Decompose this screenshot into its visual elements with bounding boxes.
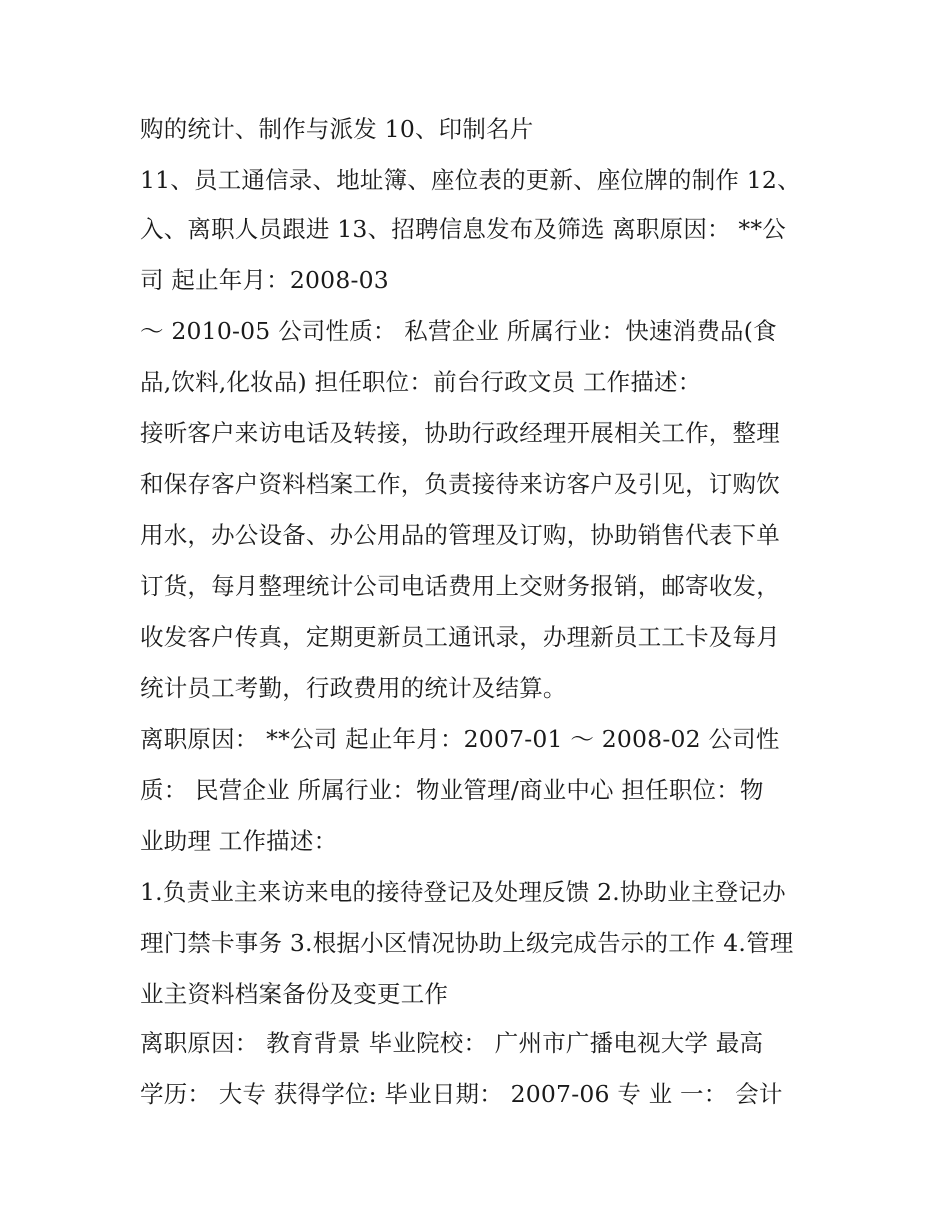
text-line-11: 收发客户传真，定期更新员工通讯录，办理新员工工卡及每月 — [140, 623, 780, 651]
text-line-20: 学历： 大专 获得学位: 毕业日期： 2007-06 专 业 一： 会计 — [140, 1080, 783, 1108]
text-line-17: 理门禁卡事务 3.根据小区情况协助上级完成告示的工作 4.管理 — [140, 929, 794, 957]
text-line-7: 接听客户来访电话及转接，协助行政经理开展相关工作，整理 — [140, 419, 780, 447]
text-line-5: ～ 2010-05 公司性质： 私营企业 所属行业：快速消费品(食 — [140, 317, 777, 345]
text-line-2: 11、员工通信录、地址簿、座位表的更新、座位牌的制作 12、 — [140, 166, 801, 194]
text-line-12: 统计员工考勤，行政费用的统计及结算。 — [140, 674, 567, 702]
text-line-15: 业助理 工作描述： — [140, 827, 338, 855]
text-line-1: 购的统计、制作与派发 10、印制名片 — [140, 115, 534, 143]
text-line-9: 用水，办公设备、办公用品的管理及订购，协助销售代表下单 — [140, 521, 780, 549]
text-line-4: 司 起止年月：2008-03 — [140, 266, 389, 294]
text-line-8: 和保存客户资料档案工作，负责接待来访客户及引见，订购饮 — [140, 470, 780, 498]
text-line-6: 品,饮料,化妆品) 担任职位：前台行政文员 工作描述： — [140, 368, 702, 396]
text-line-10: 订货，每月整理统计公司电话费用上交财务报销，邮寄收发， — [140, 572, 780, 600]
text-line-3: 入、离职人员跟进 13、招聘信息发布及筛选 离职原因： **公 — [140, 215, 787, 243]
text-line-19: 离职原因： 教育背景 毕业院校： 广州市广播电视大学 最高 — [140, 1029, 764, 1057]
text-line-18: 业主资料档案备份及变更工作 — [140, 980, 449, 1008]
text-line-14: 质： 民营企业 所属行业：物业管理/商业中心 担任职位：物 — [140, 776, 764, 804]
text-line-13: 离职原因： **公司 起止年月：2007-01 ～ 2008-02 公司性 — [140, 725, 780, 753]
text-line-16: 1.负责业主来访来电的接待登记及处理反馈 2.协助业主登记办 — [140, 878, 786, 906]
